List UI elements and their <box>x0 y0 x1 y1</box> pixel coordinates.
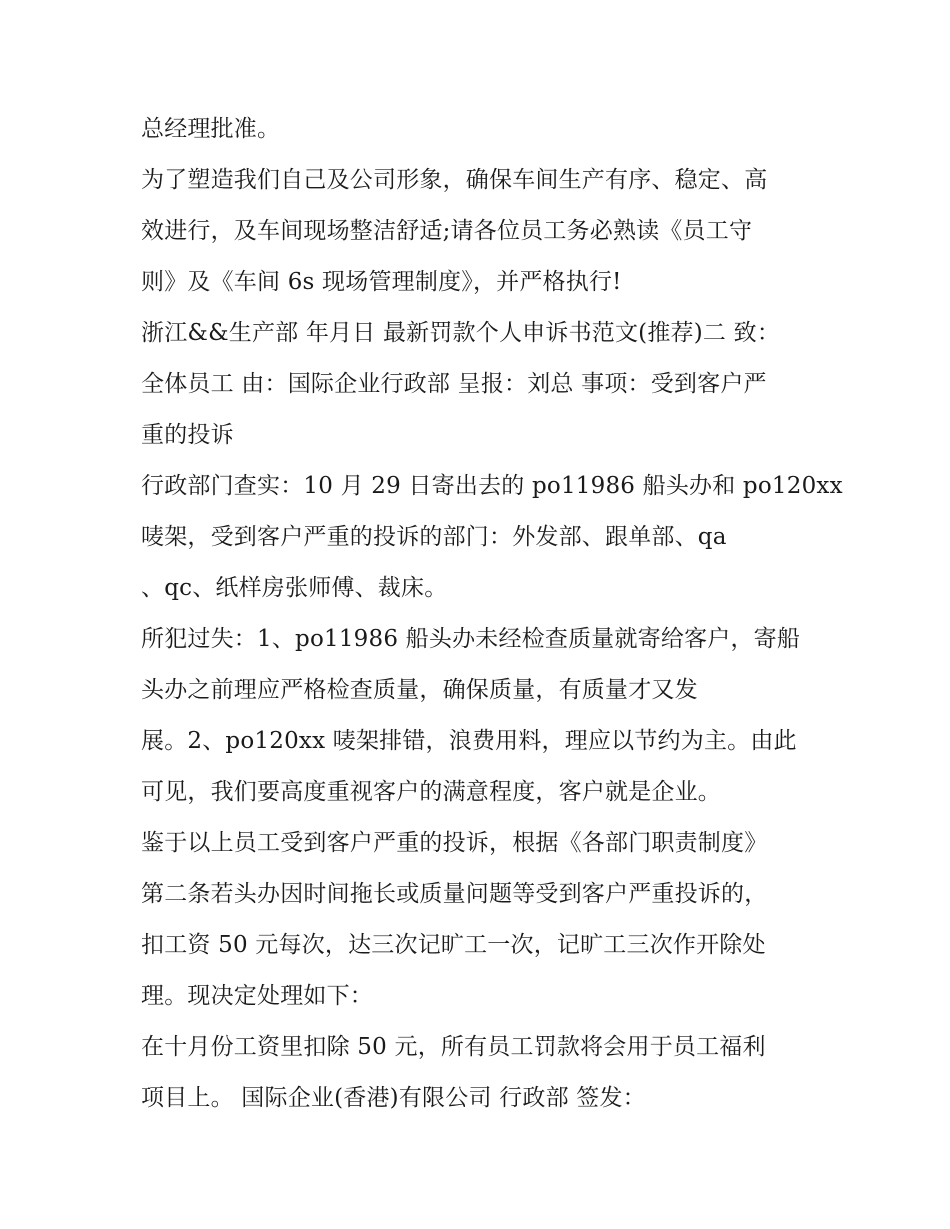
text-line: 浙江&&生产部 年月日 最新罚款个人申诉书范文(推荐)二 致： <box>141 320 781 346</box>
text-line: 鉴于以上员工受到客户严重的投诉，根据《各部门职责制度》 <box>141 830 768 856</box>
text-line: 、qc、纸样房张师傅、裁床。 <box>141 575 448 601</box>
text-line: 效进行，及车间现场整洁舒适;请各位员工务必熟读《员工守 <box>141 218 753 244</box>
text-line: 理。现决定处理如下： <box>141 983 373 1009</box>
text-line: 在十月份工资里扣除 50 元，所有员工罚款将会用于员工福利 <box>141 1034 766 1060</box>
text-line: 总经理批准。 <box>141 116 281 142</box>
text-line: 重的投诉 <box>141 422 234 448</box>
text-line: 展。2、po120xx 唛架排错，浪费用料，理应以节约为主。由此 <box>141 728 797 754</box>
text-line: 全体员工 由：国际企业行政部 呈报：刘总 事项：受到客户严 <box>141 371 767 397</box>
text-line: 唛架，受到客户严重的投诉的部门：外发部、跟单部、qa <box>141 524 727 550</box>
text-line: 行政部门查实：10 月 29 日寄出去的 po11986 船头办和 po120xx <box>141 473 843 499</box>
text-line: 所犯过失：1、po11986 船头办未经检查质量就寄给客户，寄船 <box>141 626 801 652</box>
text-line: 扣工资 50 元每次，达三次记旷工一次，记旷工三次作开除处 <box>141 932 766 958</box>
text-line: 项目上。 国际企业(香港)有限公司 行政部 签发： <box>141 1085 646 1111</box>
document-body <box>141 110 843 1130</box>
text-line: 则》及《车间 6s 现场管理制度》，并严格执行! <box>141 269 622 295</box>
text-line: 为了塑造我们自己及公司形象，确保车间生产有序、稳定、高 <box>141 167 768 193</box>
text-line: 可见，我们要高度重视客户的满意程度，客户就是企业。 <box>141 779 721 805</box>
text-line: 头办之前理应严格检查质量，确保质量，有质量才又发 <box>141 677 698 703</box>
text-line: 第二条若头办因时间拖长或质量问题等受到客户严重投诉的， <box>141 881 768 907</box>
